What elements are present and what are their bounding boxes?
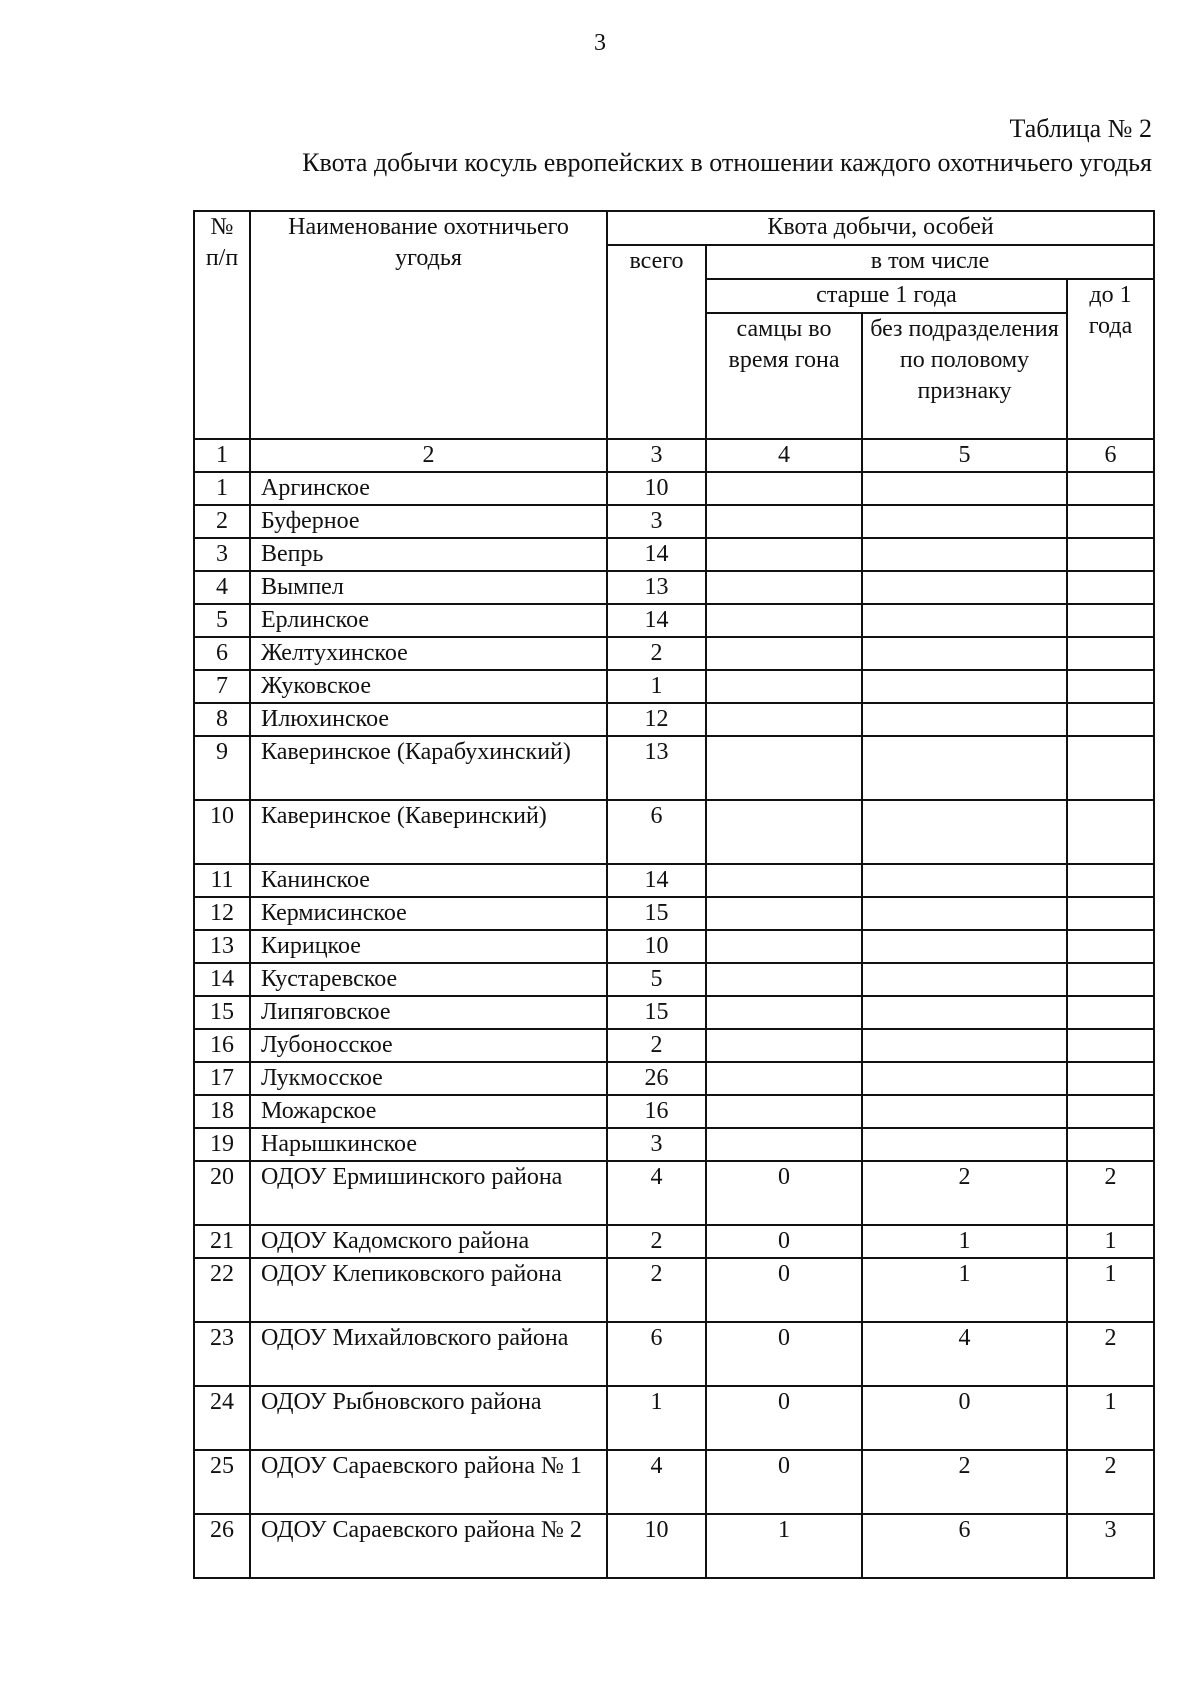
row-name: Буферное (250, 505, 607, 538)
table-row (194, 864, 1154, 897)
row-males (706, 963, 862, 996)
table-row (194, 996, 1154, 1029)
row-name: Нарышкинское (250, 1128, 607, 1161)
row-males (706, 1062, 862, 1095)
row-males: 0 (706, 1258, 862, 1322)
row-number: 17 (194, 1062, 250, 1095)
row-name: Кирицкое (250, 930, 607, 963)
row-no-split (862, 800, 1067, 864)
row-name: Аргинское (250, 472, 607, 505)
row-under (1067, 930, 1154, 963)
row-no-split (862, 637, 1067, 670)
header-older: старше 1 года (706, 279, 1067, 313)
row-total: 12 (607, 703, 706, 736)
row-males (706, 930, 862, 963)
table-row (194, 800, 1154, 864)
table-row (194, 1225, 1154, 1258)
row-number: 9 (194, 736, 250, 800)
row-total: 3 (607, 1128, 706, 1161)
row-total: 1 (607, 670, 706, 703)
row-total: 2 (607, 1258, 706, 1322)
row-total: 15 (607, 897, 706, 930)
row-under (1067, 703, 1154, 736)
row-under (1067, 800, 1154, 864)
row-total: 14 (607, 538, 706, 571)
row-number: 23 (194, 1322, 250, 1386)
row-under (1067, 505, 1154, 538)
row-under: 2 (1067, 1161, 1154, 1225)
row-no-split: 2 (862, 1161, 1067, 1225)
row-number: 11 (194, 864, 250, 897)
row-males (706, 864, 862, 897)
row-total: 13 (607, 736, 706, 800)
row-under (1067, 963, 1154, 996)
row-total: 15 (607, 996, 706, 1029)
row-total: 10 (607, 472, 706, 505)
row-total: 3 (607, 505, 706, 538)
row-name: Вепрь (250, 538, 607, 571)
row-males (706, 1128, 862, 1161)
row-males (706, 604, 862, 637)
row-under: 1 (1067, 1225, 1154, 1258)
table-row (194, 1128, 1154, 1161)
row-number: 26 (194, 1514, 250, 1578)
header-total: всего (607, 245, 706, 439)
row-no-split (862, 1029, 1067, 1062)
row-total: 26 (607, 1062, 706, 1095)
column-number: 5 (862, 439, 1067, 472)
table-row (194, 505, 1154, 538)
row-males (706, 996, 862, 1029)
table-row (194, 897, 1154, 930)
row-no-split (862, 963, 1067, 996)
column-number: 3 (607, 439, 706, 472)
row-total: 4 (607, 1161, 706, 1225)
row-number: 20 (194, 1161, 250, 1225)
row-total: 10 (607, 930, 706, 963)
row-under (1067, 1128, 1154, 1161)
row-number: 2 (194, 505, 250, 538)
row-number: 21 (194, 1225, 250, 1258)
row-no-split: 4 (862, 1322, 1067, 1386)
row-total: 14 (607, 604, 706, 637)
row-no-split (862, 930, 1067, 963)
row-total: 5 (607, 963, 706, 996)
row-number: 7 (194, 670, 250, 703)
row-number: 3 (194, 538, 250, 571)
row-no-split: 2 (862, 1450, 1067, 1514)
row-number: 6 (194, 637, 250, 670)
row-name: Лубоносское (250, 1029, 607, 1062)
column-number: 6 (1067, 439, 1154, 472)
row-total: 6 (607, 1322, 706, 1386)
row-name: ОДОУ Кадомского района (250, 1225, 607, 1258)
row-under (1067, 996, 1154, 1029)
row-no-split (862, 897, 1067, 930)
header-under: до 1 года (1067, 279, 1154, 439)
row-males (706, 670, 862, 703)
row-males: 0 (706, 1225, 862, 1258)
row-name: ОДОУ Рыбновского района (250, 1386, 607, 1450)
table-row (194, 1386, 1154, 1450)
row-number: 1 (194, 472, 250, 505)
row-number: 15 (194, 996, 250, 1029)
header-no-split: без подразделения по половому признаку (862, 313, 1067, 439)
row-number: 22 (194, 1258, 250, 1322)
row-under (1067, 637, 1154, 670)
table-row (194, 1450, 1154, 1514)
column-number: 4 (706, 439, 862, 472)
row-name: Каверинское (Карабухинский) (250, 736, 607, 800)
row-number: 12 (194, 897, 250, 930)
quota-table (193, 210, 1155, 1579)
row-no-split (862, 538, 1067, 571)
table-row (194, 538, 1154, 571)
row-number: 5 (194, 604, 250, 637)
row-no-split (862, 472, 1067, 505)
row-number: 19 (194, 1128, 250, 1161)
row-total: 16 (607, 1095, 706, 1128)
row-name: ОДОУ Клепиковского района (250, 1258, 607, 1322)
row-name: Илюхинское (250, 703, 607, 736)
row-name: Жуковское (250, 670, 607, 703)
table-row (194, 1161, 1154, 1225)
table-row (194, 670, 1154, 703)
row-no-split (862, 1128, 1067, 1161)
row-under (1067, 1062, 1154, 1095)
row-males: 1 (706, 1514, 862, 1578)
row-males (706, 472, 862, 505)
row-under (1067, 604, 1154, 637)
header-males: самцы во время гона (706, 313, 862, 439)
table-row (194, 1029, 1154, 1062)
table-row (194, 1322, 1154, 1386)
column-number: 2 (250, 439, 607, 472)
row-under (1067, 897, 1154, 930)
row-males: 0 (706, 1322, 862, 1386)
row-under: 3 (1067, 1514, 1154, 1578)
table-row (194, 1095, 1154, 1128)
row-name: Желтухинское (250, 637, 607, 670)
row-no-split: 6 (862, 1514, 1067, 1578)
row-total: 2 (607, 1029, 706, 1062)
table-row (194, 1258, 1154, 1322)
row-no-split (862, 670, 1067, 703)
row-no-split (862, 1095, 1067, 1128)
row-number: 18 (194, 1095, 250, 1128)
row-no-split (862, 996, 1067, 1029)
row-total: 10 (607, 1514, 706, 1578)
row-name: Кустаревское (250, 963, 607, 996)
row-no-split (862, 736, 1067, 800)
row-name: Липяговское (250, 996, 607, 1029)
table-row (194, 703, 1154, 736)
row-no-split (862, 1062, 1067, 1095)
table-row (194, 1062, 1154, 1095)
table-row (194, 472, 1154, 505)
table-title: Квота добычи косуль европейских в отношении каждого охотничьего угодья (302, 148, 1152, 177)
row-total: 6 (607, 800, 706, 864)
header-name: Наименование охотничьего угодья (250, 211, 607, 439)
row-males (706, 505, 862, 538)
row-total: 2 (607, 1225, 706, 1258)
row-name: ОДОУ Сараевского района № 2 (250, 1514, 607, 1578)
row-name: Каверинское (Каверинский) (250, 800, 607, 864)
row-no-split (862, 505, 1067, 538)
row-males (706, 736, 862, 800)
row-number: 24 (194, 1386, 250, 1450)
table-row (194, 571, 1154, 604)
table-row (194, 1514, 1154, 1578)
row-name: Ерлинское (250, 604, 607, 637)
table-row (194, 604, 1154, 637)
table-row (194, 930, 1154, 963)
row-number: 14 (194, 963, 250, 996)
row-males: 0 (706, 1161, 862, 1225)
row-number: 8 (194, 703, 250, 736)
table-row (194, 736, 1154, 800)
row-name: Можарское (250, 1095, 607, 1128)
page-number: 3 (594, 30, 606, 56)
row-no-split: 1 (862, 1225, 1067, 1258)
row-males (706, 637, 862, 670)
row-males (706, 571, 862, 604)
row-total: 4 (607, 1450, 706, 1514)
row-under: 1 (1067, 1386, 1154, 1450)
row-no-split (862, 604, 1067, 637)
row-under: 1 (1067, 1258, 1154, 1322)
row-name: Кермисинское (250, 897, 607, 930)
row-name: Лукмосское (250, 1062, 607, 1095)
row-name: Вымпел (250, 571, 607, 604)
row-under (1067, 670, 1154, 703)
row-males: 0 (706, 1386, 862, 1450)
row-total: 1 (607, 1386, 706, 1450)
header-including: в том числе (706, 245, 1154, 279)
row-under (1067, 864, 1154, 897)
row-number: 10 (194, 800, 250, 864)
row-under (1067, 472, 1154, 505)
row-total: 14 (607, 864, 706, 897)
header-num: № п/п (194, 211, 250, 439)
row-no-split: 1 (862, 1258, 1067, 1322)
row-no-split (862, 703, 1067, 736)
table-row (194, 637, 1154, 670)
row-under (1067, 1029, 1154, 1062)
row-males (706, 800, 862, 864)
row-no-split (862, 864, 1067, 897)
row-under: 2 (1067, 1322, 1154, 1386)
row-name: Канинское (250, 864, 607, 897)
table-row (194, 963, 1154, 996)
row-number: 4 (194, 571, 250, 604)
column-number: 1 (194, 439, 250, 472)
row-number: 13 (194, 930, 250, 963)
row-number: 25 (194, 1450, 250, 1514)
row-males (706, 538, 862, 571)
header-quota: Квота добычи, особей (607, 211, 1154, 245)
row-name: ОДОУ Михайловского района (250, 1322, 607, 1386)
row-name: ОДОУ Сараевского района № 1 (250, 1450, 607, 1514)
row-no-split (862, 571, 1067, 604)
row-no-split: 0 (862, 1386, 1067, 1450)
row-number: 16 (194, 1029, 250, 1062)
row-males (706, 703, 862, 736)
table-caption: Таблица № 2 (1009, 114, 1152, 143)
row-under (1067, 1095, 1154, 1128)
row-males (706, 1029, 862, 1062)
row-under (1067, 538, 1154, 571)
row-total: 13 (607, 571, 706, 604)
row-males (706, 897, 862, 930)
row-males: 0 (706, 1450, 862, 1514)
row-under (1067, 736, 1154, 800)
row-total: 2 (607, 637, 706, 670)
row-under (1067, 571, 1154, 604)
row-males (706, 1095, 862, 1128)
row-name: ОДОУ Ермишинского района (250, 1161, 607, 1225)
row-under: 2 (1067, 1450, 1154, 1514)
